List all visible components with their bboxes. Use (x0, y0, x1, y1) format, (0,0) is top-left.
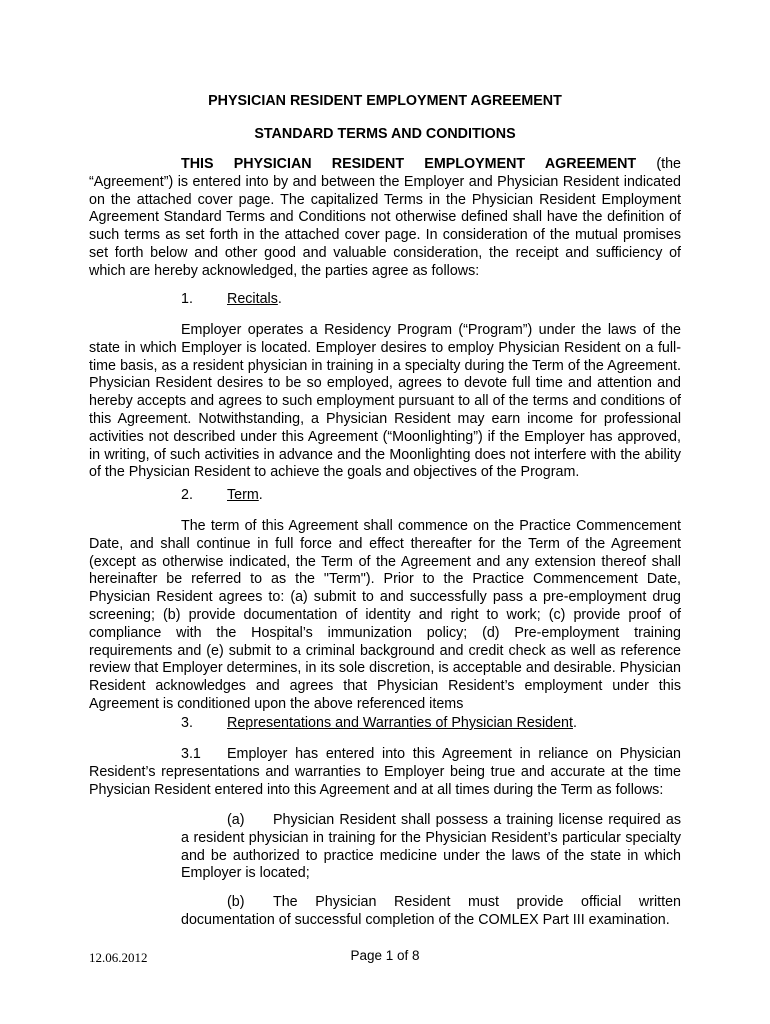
section-1-number: 1. (181, 291, 193, 307)
section-1-title: Recitals (227, 291, 278, 307)
section-3-title-suffix: . (572, 715, 577, 731)
intro-paragraph (89, 156, 681, 281)
item-a (181, 812, 681, 883)
document-title: PHYSICIAN RESIDENT EMPLOYMENT AGREEMENT (208, 93, 562, 109)
section-2-body (89, 518, 681, 714)
section-3-heading (181, 715, 577, 733)
section-1-paragraph: Employer operates a Residency Program (“Program”) under the laws of the state in which Employer is located. Employer desires to employ Physician Resident on a full-time basis, as a resident physician in training in a specialty during the Term of the Agreement. Physician Resident desires to be so employed, agrees to devote full time and attention and hereby accepts and agrees to such employment pursuant to all of the terms and conditions of this Agreement. Notwithstanding, a Physician Resident may earn income for professional activities not described under this Agreement (“Moonlighting”) if the Employer has approved, in writing, of such activities in advance and the Moonlighting does not interfere with the ability of the Physician Resident to achieve the goals and objectives of the Program. (89, 322, 681, 481)
section-2-number: 2. (181, 487, 193, 503)
item-b (181, 894, 681, 930)
section-2-title-suffix: . (258, 487, 263, 503)
subsection-3-1-number: 3.1 (181, 746, 201, 762)
subsection-3-1 (89, 746, 681, 799)
intro-bold-lead: THIS PHYSICIAN RESIDENT EMPLOYMENT AGREEMENT (181, 156, 637, 172)
item-b-text: The Physician Resident must provide official written documentation of successful completion of the COMLEX Part III examination. (181, 894, 681, 928)
section-2-paragraph: The term of this Agreement shall commence on the Practice Commencement Date, and shall continue in full force and effect thereafter for the Term of the Agreement (except as otherwise indicated, the Term of the Agreement and any extension thereof shall hereinafter be referred to as the "Term"). Prior to the Practice Commencement Date, Physician Resident agrees to: (a) submit to and successfully pass a pre-employment drug screening; (b) provide documentation of identity and right to work; (c) provide proof of compliance with the Hospital’s immunization policy; (d) Pre-employment training requirements and (e) submit to a criminal background and credit check as well as reference review that Employer determines, in its sole discretion, is acceptable and desirable. Physician Resident acknowledges and agrees that Physician Resident’s employment under this Agreement is conditioned upon the above referenced items (89, 518, 681, 712)
item-b-label: (b) (227, 894, 245, 910)
section-3-number: 3. (181, 715, 193, 731)
subsection-3-1-text: Employer has entered into this Agreement in reliance on Physician Resident’s representations and warranties to Employer being true and accurate at the time Physician Resident entered into this Agreement and at all times during the Term as follows: (89, 746, 681, 798)
intro-text: (the “Agreement”) is entered into by and between the Employer and Physician Resident indicated on the attached cover page. The capitalized Terms in the Physician Resident Employment Agreement Standard Terms and Conditions not otherwise defined shall have the definition of such terms as set forth in the attached cover page. In consideration of the mutual promises set forth below and other good and valuable consideration, the receipt and sufficiency of which are hereby acknowledged, the parties agree as follows: (89, 156, 682, 279)
section-2-title: Term (227, 487, 259, 503)
item-a-text: Physician Resident shall possess a training license required as a resident physician in training for the Physician Resident’s particular specialty and be authorized to practice medicine under the laws of the state in which Employer is located; (181, 812, 681, 882)
section-1-heading (181, 291, 282, 309)
document-subtitle: STANDARD TERMS AND CONDITIONS (254, 126, 516, 142)
item-a-label: (a) (227, 812, 245, 828)
footer-date: 12.06.2012 (89, 950, 148, 965)
section-1-body (89, 322, 681, 482)
section-1-title-suffix: . (277, 291, 282, 307)
section-2-heading (181, 487, 263, 505)
section-3-title: Representations and Warranties of Physician Resident (227, 715, 573, 731)
page-number: Page 1 of 8 (350, 948, 420, 963)
